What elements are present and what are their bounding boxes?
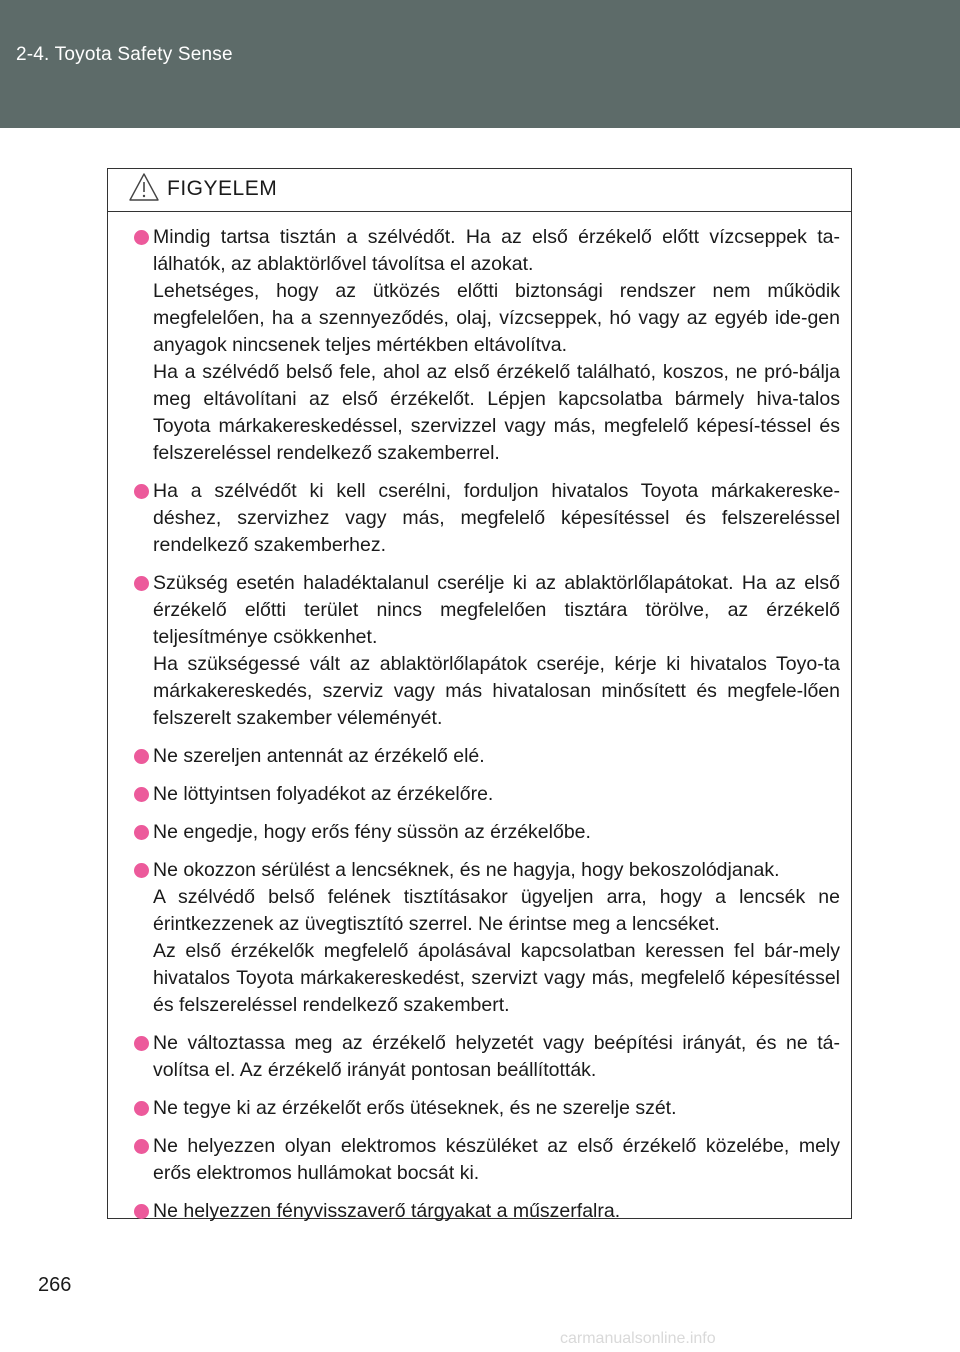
warning-item [134,1133,840,1187]
bullet-icon [134,863,149,878]
warning-title: FIGYELEM [167,177,278,200]
warning-paragraph: Mindig tartsa tisztán a szélvédőt. Ha az első érzékelő előtt vízcseppek ta-lálhatók, az ablaktörlővel távolítsa el azokat. [153,226,840,275]
bullet-icon [134,1101,149,1116]
warning-paragraph: Ne helyezzen olyan elektromos készüléket az első érzékelő közelébe, mely erős elektromos hullámokat bocsát ki. [153,1135,840,1184]
bullet-icon [134,749,149,764]
warning-paragraph: Ne okozzon sérülést a lencséknek, és ne hagyja, hogy bekoszolódjanak. [153,859,780,881]
warning-paragraph: Ne löttyintsen folyadékot az érzékelőre. [153,783,494,805]
bullet-icon [134,1139,149,1154]
warning-paragraph: Ne változtassa meg az érzékelő helyzetét vagy beépítési irányát, és ne tá-volítsa el. Az érzékelő irányát pontosan beállították. [153,1032,840,1081]
warning-item [134,1198,840,1225]
bullet-icon [134,1036,149,1051]
warning-paragraph: Ne engedje, hogy erős fény süssön az érzékelőbe. [153,821,591,843]
warning-paragraph: Ne szereljen antennát az érzékelő elé. [153,745,485,767]
warning-item [134,781,840,808]
warning-item [134,478,840,559]
warning-paragraph: Ha szükségessé vált az ablaktörlőlapátok cseréje, kérje ki hivatalos Toyo-ta márkakereskedés, szerviz vagy más hivatalosan minősített és megfele-lően felszerelt szakember véleményét. [153,653,840,729]
warning-item [134,570,840,732]
bullet-icon [134,230,149,245]
warning-item [134,1030,840,1084]
warning-paragraph: Ha a szélvédőt ki kell cserélni, forduljon hivatalos Toyota márkakereske-déshez, szervizhez vagy más, megfelelő képesítéssel és felszereléssel rendelkező szakemberhez. [153,480,840,556]
warning-box [107,168,852,1222]
bullet-icon [134,787,149,802]
warning-triangle-icon [128,172,160,202]
bullet-icon [134,825,149,840]
bullet-icon [134,1204,149,1219]
warning-paragraph: Ne helyezzen fényvisszaverő tárgyakat a műszerfalra. [153,1200,621,1222]
bullet-icon [134,576,149,591]
warning-item [134,857,840,1019]
warning-paragraph: Lehetséges, hogy az ütközés előtti biztonsági rendszer nem működik megfelelően, ha a szennyeződés, olaj, vízcseppek, hó vagy az egyéb ide-gen anyagok nincsenek teljes mértékben eltávolítva. [153,280,840,356]
warning-item [134,224,840,467]
section-header [0,0,960,128]
warning-paragraph: Ne tegye ki az érzékelőt erős ütéseknek, és ne szerelje szét. [153,1097,677,1119]
warning-header [108,169,851,212]
warning-paragraph: A szélvédő belső felének tisztításakor ügyeljen arra, hogy a lencsék ne érintkezzenek az üvegtisztító szerrel. Ne érintse meg a lencséket. [153,886,840,935]
bullet-icon [134,484,149,499]
warning-item [134,1095,840,1122]
warning-paragraph: Az első érzékelők megfelelő ápolásával kapcsolatban keressen fel bár-mely hivatalos Toyota márkakereskedést, szervizt vagy más, megfelelő képesítéssel és felszereléssel rendelkező szakembert. [153,940,840,1016]
warning-list [108,212,851,1225]
page-number: 266 [38,1274,72,1296]
section-title: 2-4. Toyota Safety Sense [16,44,233,65]
watermark: carmanualsonline.info [560,1330,716,1347]
warning-item [134,819,840,846]
warning-paragraph: Szükség esetén haladéktalanul cserélje ki az ablaktörlőlapátokat. Ha az első érzékelő előtti terület nincs megfelelően tisztára törölve, az érzékelő teljesítménye csökkenhet. [153,572,840,648]
warning-item [134,743,840,770]
warning-paragraph: Ha a szélvédő belső fele, ahol az első érzékelő található, koszos, ne pró-bálja meg eltávolítani az első érzékelőt. Lépjen kapcsolatba bármely hiva-talos Toyota márkakereskedéssel, szervizzel vagy más, megfelelő képesí-téssel és felszereléssel rendelkező szakemberrel. [153,361,840,464]
